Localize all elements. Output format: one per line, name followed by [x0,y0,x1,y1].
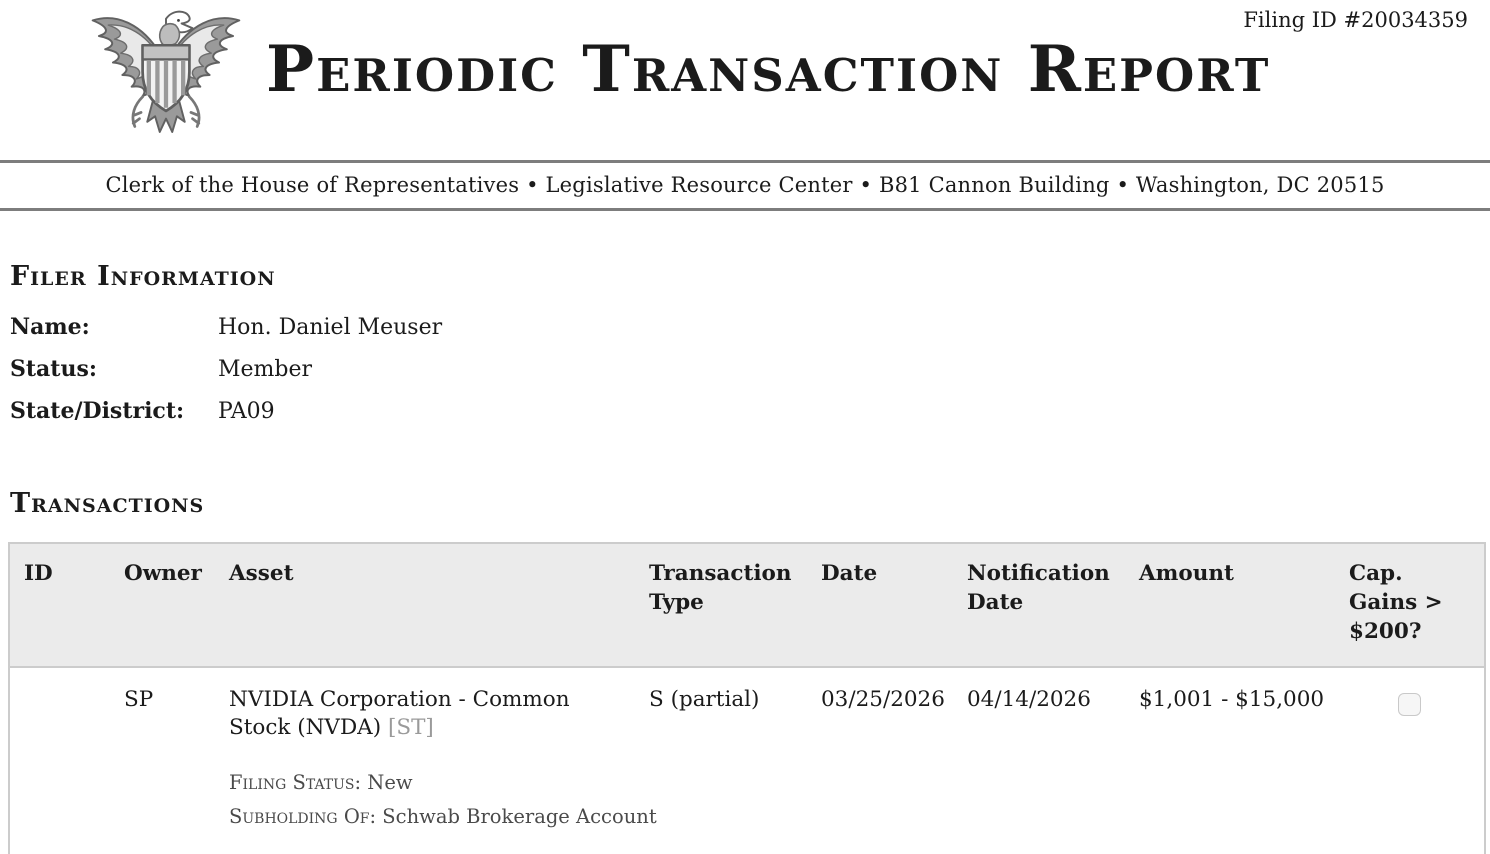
cell-transaction-type: S (partial) [649,686,760,712]
filer-information [10,314,1490,425]
filing-status-value: New [367,770,413,794]
cap-gains-checkbox[interactable] [1398,693,1421,716]
asset-name: NVIDIA Corporation - Common Stock (NVDA) [229,686,570,740]
filer-field-value: Member [218,357,313,383]
cell-date: 03/25/2026 [821,686,945,712]
table-row [9,667,1485,854]
filer-field-label: Name: [10,314,90,341]
cell-amount: $1,001 - $15,000 [1139,686,1325,712]
transactions-table [8,542,1486,854]
subholding-label: Subholding Of: [229,804,377,828]
filer-information-heading: Filer Information [10,261,276,292]
filer-field-label: State/District: [10,398,185,425]
filing-status-label: Filing Status: [229,770,362,794]
cell-notification-date: 04/14/2026 [967,686,1091,712]
filing-id: Filing ID #20034359 [1243,8,1468,32]
filing-status-line [229,766,635,800]
subholding-line [229,800,657,834]
column-header-notification-date: Notification Date [967,560,1110,615]
column-header-asset: Asset [229,560,294,586]
column-header-cap-gains: Cap. Gains > $200? [1349,560,1443,644]
column-header-date: Date [821,560,878,586]
masthead [0,0,1490,160]
column-header-amount: Amount [1139,560,1234,586]
filer-field-status [10,356,1490,383]
cell-cap-gains [1349,667,1485,854]
filer-field-value: PA09 [218,399,275,425]
filer-field-state-district [10,398,1490,425]
filer-field-label: Status: [10,356,97,383]
clerk-address-bar: Clerk of the House of Representatives • Legislative Resource Center • B81 Cannon Building • Washington, DC 20515 [0,160,1490,211]
house-eagle-logo [88,3,244,147]
cell-asset [229,667,657,854]
asset-sub-details [229,766,657,834]
column-header-id: ID [24,560,53,586]
filer-field-value: Hon. Daniel Meuser [218,315,443,341]
transactions-heading: Transactions [10,488,205,520]
page-title: Periodic Transaction Report [266,32,1271,107]
cell-id [9,667,124,854]
column-header-transaction-type: Transaction Type [649,560,792,615]
filer-field-name [10,314,1490,341]
subholding-value: Schwab Brokerage Account [382,804,657,828]
column-header-owner: Owner [124,560,202,586]
cell-owner: SP [124,686,154,712]
asset-tag-st[interactable]: [ST] [387,714,434,740]
table-header-row [9,543,1485,667]
